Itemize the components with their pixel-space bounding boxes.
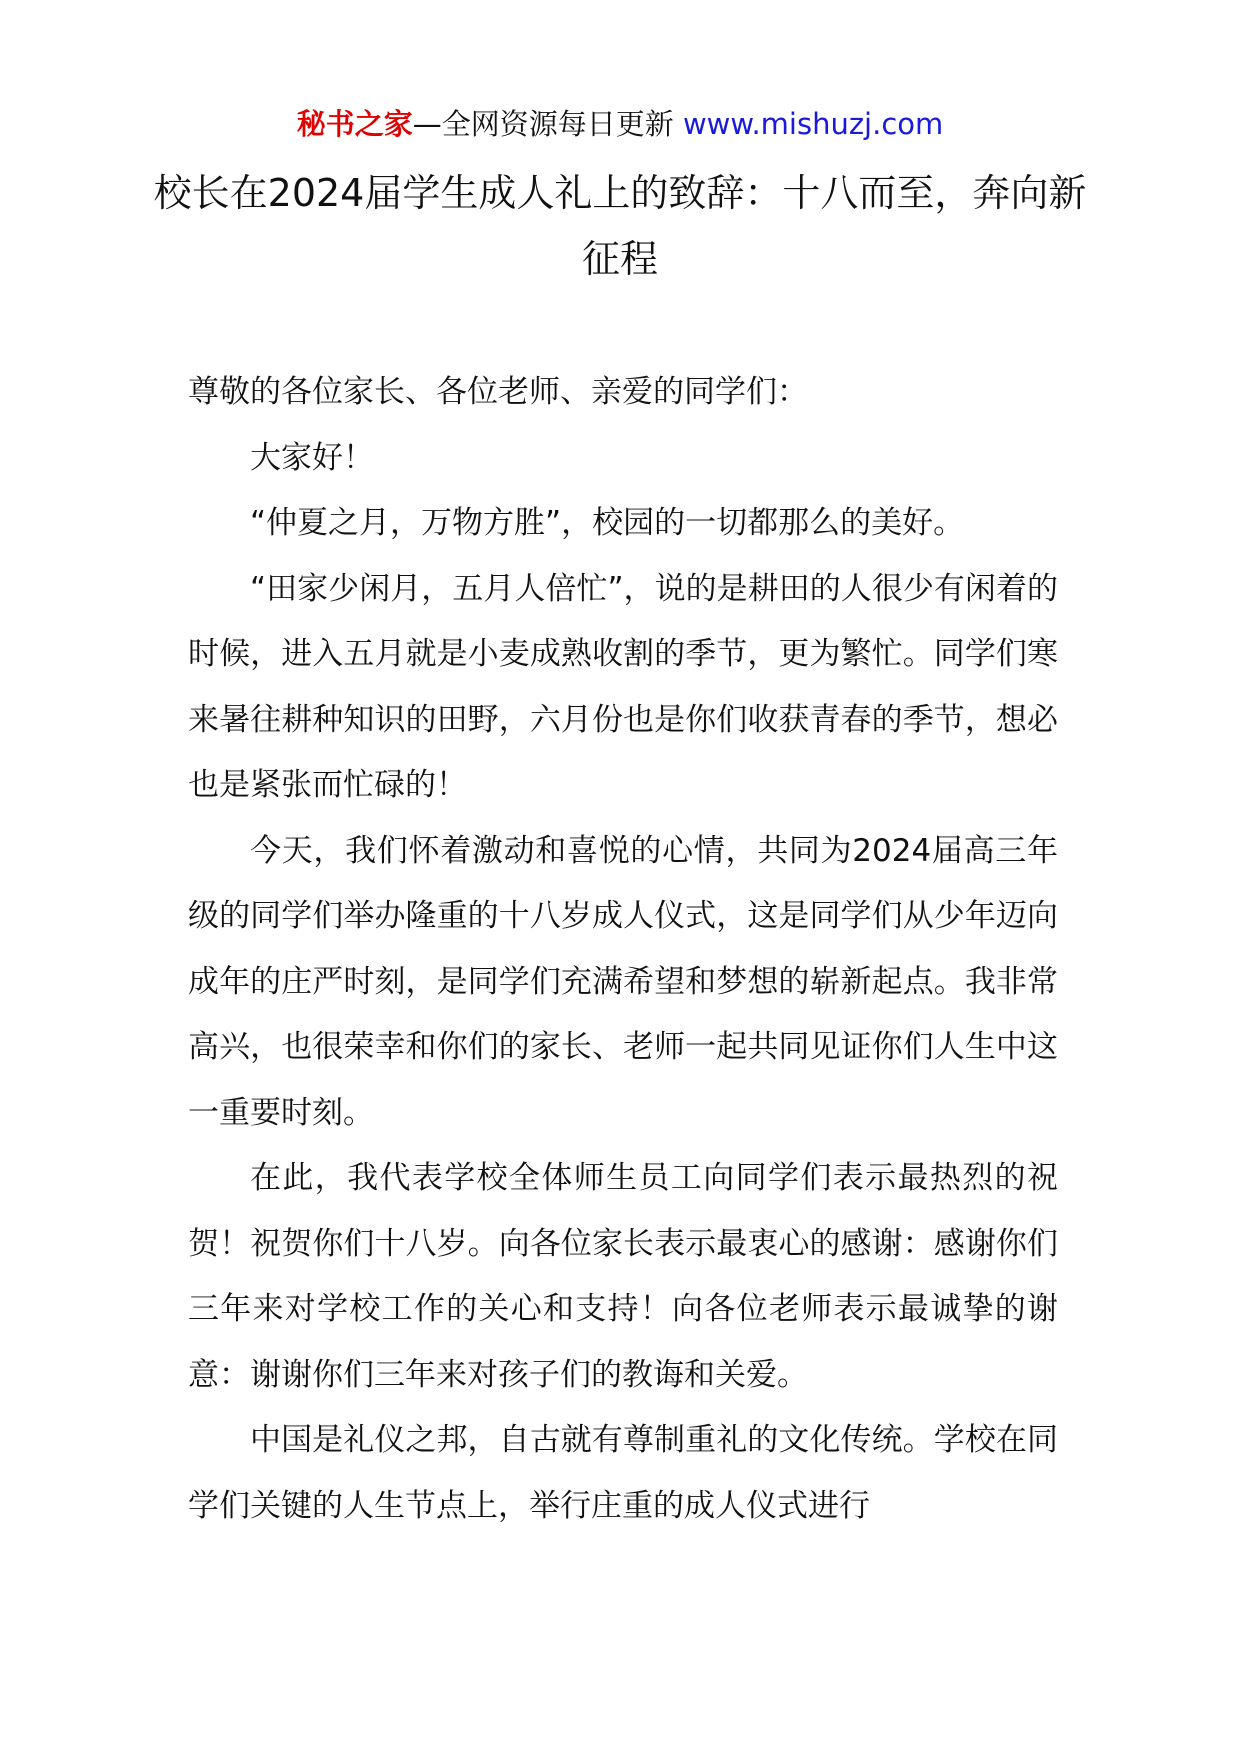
- paragraph: 在此，我代表学校全体师生员工向同学们表示最热烈的祝贺！祝贺你们十八岁。向各位家长表示最衷心的感谢：感谢你们三年来对学校工作的关心和支持！向各位老师表示最诚挚的谢意：谢谢你们三年来对孩子们的教诲和关爱。: [188, 1160, 1058, 1393]
- document-title: 校长在2024届学生成人礼上的致辞：十八而至，奔向新征程: [153, 171, 1087, 281]
- salutation: 尊敬的各位家长、各位老师、亲爱的同学们：: [188, 374, 808, 410]
- brand-name: 秘书之家: [296, 107, 413, 141]
- site-header: [0, 104, 1240, 144]
- paragraph: “仲夏之月，万物方胜”，校园的一切都那么的美好。: [250, 505, 965, 541]
- document-body: [188, 360, 1058, 1539]
- header-tagline: —全网资源每日更新: [412, 107, 674, 141]
- paragraph: 今天，我们怀着激动和喜悦的心情，共同为2024届高三年级的同学们举办隆重的十八岁成人仪式，这是同学们从少年迈向成年的庄严时刻，是同学们充满希望和梦想的崭新起点。我非常高兴，也很荣幸和你们的家长、老师一起共同见证你们人生中这一重要时刻。: [188, 832, 1058, 1131]
- paragraph: “田家少闲月，五月人倍忙”，说的是耕田的人很少有闲着的时候，进入五月就是小麦成熟收割的季节，更为繁忙。同学们寒来暑往耕种知识的田野，六月份也是你们收获青春的季节，想必也是紧张而忙碌的！: [188, 570, 1058, 803]
- paragraph: 中国是礼仪之邦，自古就有尊制重礼的文化传统。学校在同学们关键的人生节点上，举行庄重的成人仪式进行: [188, 1422, 1058, 1524]
- paragraph: 大家好！: [250, 439, 374, 476]
- site-url-link[interactable]: www.mishuzj.com: [682, 107, 944, 141]
